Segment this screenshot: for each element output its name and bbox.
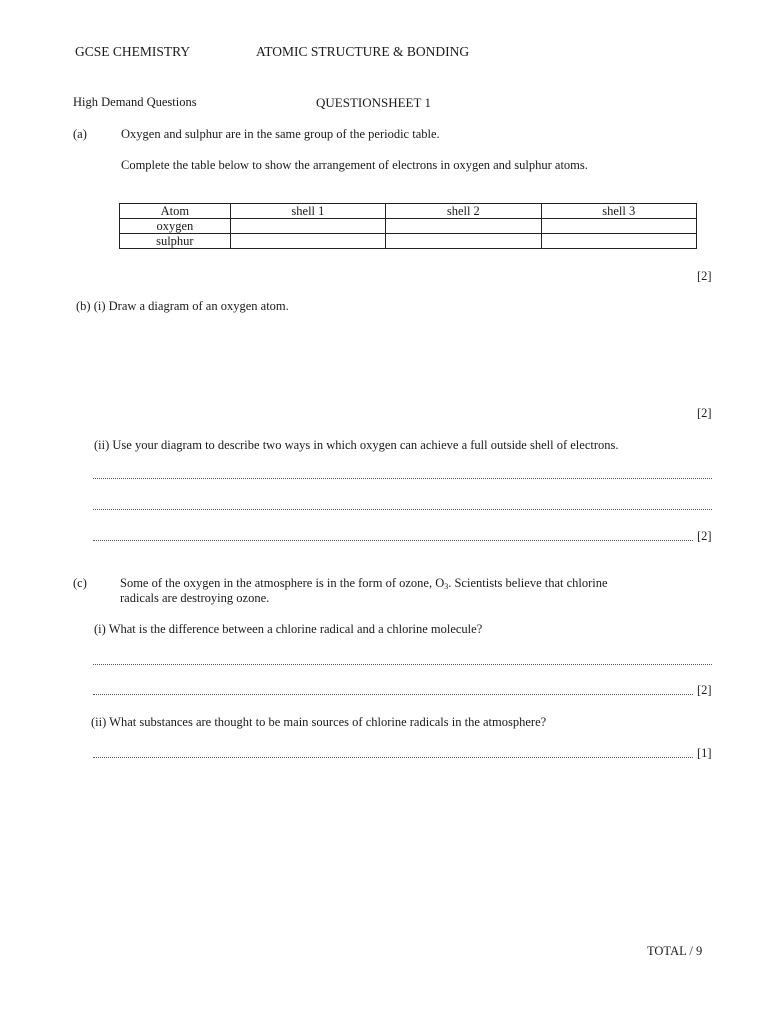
part-c-label: (c) — [73, 576, 87, 590]
subject-title: GCSE CHEMISTRY — [75, 44, 191, 59]
answer-line[interactable] — [93, 664, 712, 665]
answer-line[interactable] — [93, 694, 693, 695]
table-row — [120, 234, 697, 249]
table-header-shell-1: shell 1 — [230, 204, 385, 219]
table-cell-atom-oxygen: oxygen — [120, 219, 231, 234]
answer-cell[interactable] — [541, 234, 696, 249]
part-b-i-marks: [2] — [697, 406, 712, 420]
table-header-row — [120, 204, 697, 219]
topic-title: ATOMIC STRUCTURE & BONDING — [256, 44, 470, 59]
table-header-shell-3: shell 3 — [541, 204, 696, 219]
part-c-statement-line2: radicals are destroying ozone. — [120, 591, 270, 605]
table-header-atom: Atom — [120, 204, 231, 219]
answer-cell[interactable] — [386, 219, 541, 234]
answer-line[interactable] — [93, 509, 712, 510]
part-c-i-marks: [2] — [697, 683, 712, 697]
part-c-statement — [120, 576, 608, 591]
questionsheet-title: QUESTIONSHEET 1 — [316, 95, 431, 110]
table-cell-atom-sulphur: sulphur — [120, 234, 231, 249]
part-c-text-b: . Scientists believe that chlorine — [448, 576, 608, 590]
part-a-label: (a) — [73, 127, 87, 141]
part-c-ii-marks: [1] — [697, 746, 712, 760]
answer-line[interactable] — [93, 478, 712, 479]
part-a-statement: Oxygen and sulphur are in the same group of the periodic table. — [121, 127, 440, 141]
table-row — [120, 219, 697, 234]
answer-cell[interactable] — [230, 234, 385, 249]
part-b-ii-question: (ii) Use your diagram to describe two ways in which oxygen can achieve a full outside shell of electrons. — [94, 438, 619, 452]
answer-cell[interactable] — [541, 219, 696, 234]
table-header-shell-2: shell 2 — [386, 204, 541, 219]
answer-cell[interactable] — [386, 234, 541, 249]
demand-level: High Demand Questions — [73, 95, 197, 109]
part-c-text-a: Some of the oxygen in the atmosphere is in the form of ozone, O — [120, 576, 445, 590]
electron-arrangement-table — [119, 203, 697, 249]
part-a-marks: [2] — [697, 269, 712, 283]
answer-line[interactable] — [93, 757, 693, 758]
answer-cell[interactable] — [230, 219, 385, 234]
part-b-i-question: (b) (i) Draw a diagram of an oxygen atom. — [76, 299, 289, 313]
answer-line[interactable] — [93, 540, 693, 541]
part-c-ii-question: (ii) What substances are thought to be main sources of chlorine radicals in the atmosphere? — [91, 715, 547, 729]
part-b-ii-marks: [2] — [697, 529, 712, 543]
total-marks: TOTAL / 9 — [647, 944, 703, 958]
ozone-subscript: 3 — [444, 582, 449, 591]
part-c-i-question: (i) What is the difference between a chlorine radical and a chlorine molecule? — [94, 622, 483, 636]
part-a-instruction: Complete the table below to show the arrangement of electrons in oxygen and sulphur atoms. — [121, 158, 588, 172]
